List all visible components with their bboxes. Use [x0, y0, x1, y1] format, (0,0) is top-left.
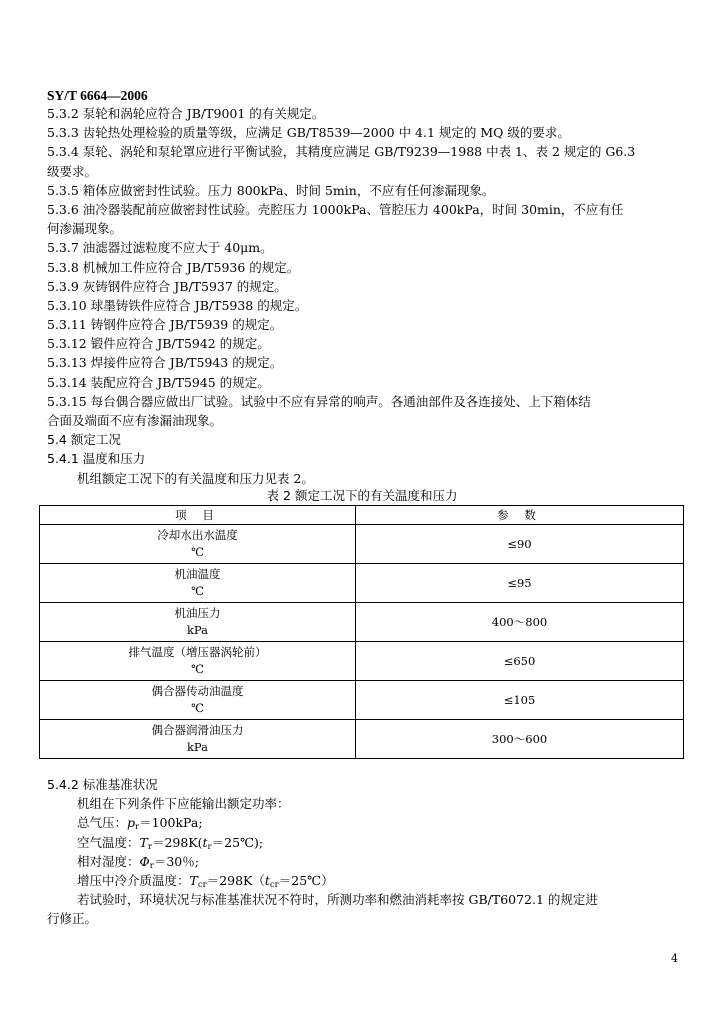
table-caption: 表 2 额定工况下的有关温度和压力 — [266, 488, 458, 503]
section-heading: 5.4 额定工况 — [47, 432, 121, 448]
clause-line: 5.3.14 装配应符合 JB/T5945 的规定。 — [47, 374, 270, 390]
symbol-subscript: cr — [197, 879, 207, 890]
symbol-subscript: r — [147, 841, 152, 852]
symbol: Φ — [139, 853, 150, 869]
item-cell — [40, 642, 356, 681]
symbol: T — [189, 872, 198, 888]
clause-line: 5.3.4 泵轮、涡轮和泵轮罩应进行平衡试验，其精度应满足 GB/T9239—1988 中表 1、表 2 规定的 G6.3 — [47, 144, 636, 160]
condition-label: 总气压： — [77, 815, 128, 831]
clause-line: 何渗漏现象。 — [47, 221, 123, 237]
item-name: 机油温度 — [174, 567, 221, 581]
column-header-item: 项 目 — [40, 506, 356, 525]
clause-line: 5.3.12 锻件应符合 JB/T5942 的规定。 — [47, 336, 270, 352]
clause-line: 5.3.15 每台偶合器应做出厂试验。试验中不应有异常的响声。各通油部件及各连接处、上下箱体结 — [47, 393, 591, 409]
item-name: 排气温度（增压器涡轮前） — [128, 645, 267, 659]
item-unit: ℃ — [191, 584, 204, 598]
condition-air-temp — [47, 833, 683, 852]
page-number: 4 — [671, 952, 678, 965]
item-cell — [40, 603, 356, 642]
item-name: 机油压力 — [174, 606, 221, 620]
value-cell: ≤105 — [356, 681, 684, 720]
section-5-4-2 — [47, 775, 683, 929]
condition-label: 相对湿度： — [77, 853, 140, 869]
clause-line: 级要求。 — [47, 163, 98, 179]
condition-value: ＝25℃); — [211, 834, 264, 850]
table-row — [40, 525, 684, 564]
table-row — [40, 564, 684, 603]
symbol: p — [127, 815, 136, 831]
item-cell — [40, 720, 356, 759]
item-name: 偶合器润滑油压力 — [151, 723, 244, 737]
item-cell — [40, 681, 356, 720]
value-cell: ≤90 — [356, 525, 684, 564]
subsection-heading: 5.4.1 温度和压力 — [47, 451, 146, 467]
condition-label: 增压中冷介质温度： — [77, 872, 190, 888]
value-cell: ≤650 — [356, 642, 684, 681]
symbol-subscript: r — [149, 860, 154, 871]
condition-value: ＝30％; — [153, 853, 199, 869]
table-row — [40, 681, 684, 720]
condition-value: ＝298K（ — [206, 872, 265, 888]
clause-line: 5.3.9 灰铸钢件应符合 JB/T5937 的规定。 — [47, 278, 287, 294]
subsection-heading: 5.4.2 标准基准状况 — [47, 777, 158, 792]
clause-line: 5.3.11 铸钢件应符合 JB/T5939 的规定。 — [47, 317, 283, 333]
clause-line: 5.3.6 油冷器装配前应做密封性试验。壳腔压力 1000kPa、管腔压力 400kPa，时间 30min，不应有任 — [47, 201, 624, 217]
clause-line: 5.3.5 箱体应做密封性试验。压力 800kPa、时间 5min，不应有任何渗漏现象。 — [47, 182, 495, 198]
paragraph: 机组在下列条件下应能输出额定功率： — [77, 796, 290, 812]
column-header-param: 参 数 — [356, 506, 684, 525]
condition-coolant-temp — [47, 871, 683, 890]
item-unit: ℃ — [191, 545, 204, 559]
condition-value: ＝25℃） — [278, 872, 334, 888]
table-row — [40, 603, 684, 642]
item-cell — [40, 525, 356, 564]
item-unit: ℃ — [191, 662, 204, 676]
paragraph: 行修正。 — [47, 911, 98, 927]
item-cell — [40, 564, 356, 603]
clause-line: 5.3.13 焊接件应符合 JB/T5943 的规定。 — [47, 355, 283, 371]
clause-line: 5.3.8 机械加工件应符合 JB/T5936 的规定。 — [47, 259, 300, 275]
condition-label: 空气温度： — [77, 834, 140, 850]
symbol: t — [264, 872, 270, 888]
clause-line: 合面及端面不应有渗漏油现象。 — [47, 413, 223, 428]
value-cell: ≤95 — [356, 564, 684, 603]
item-name: 冷却水出水温度 — [157, 528, 238, 542]
paragraph: 机组额定工况下的有关温度和压力见表 2。 — [77, 470, 314, 486]
condition-value: ＝298K( — [151, 834, 203, 850]
symbol: t — [202, 834, 208, 850]
clause-line: 5.3.7 油滤器过滤粒度不应大于 40μm。 — [47, 240, 273, 256]
condition-pressure — [47, 813, 683, 832]
clause-line: 5.3.10 球墨铸铁件应符合 JB/T5938 的规定。 — [47, 297, 308, 313]
clause-line: 5.3.2 泵轮和涡轮应符合 JB/T9001 的有关规定。 — [47, 106, 325, 121]
item-name: 偶合器传动油温度 — [151, 684, 244, 698]
clause-list — [47, 104, 683, 488]
parameter-table — [39, 505, 684, 759]
value-cell: 300～600 — [356, 720, 684, 759]
table-header-row — [40, 506, 684, 525]
value-cell: 400～800 — [356, 603, 684, 642]
item-unit: kPa — [186, 740, 209, 754]
paragraph: 若试验时，环境状况与标准基准状况不符时，所测功率和燃油消耗率按 GB/T6072.1 的规定进 — [77, 892, 598, 908]
symbol-subscript: r — [135, 822, 140, 833]
symbol-subscript: cr — [269, 879, 279, 890]
symbol: T — [139, 834, 148, 850]
standard-code: SY/T 6664—2006 — [47, 88, 148, 103]
item-unit: ℃ — [191, 701, 204, 715]
condition-value: ＝100kPa; — [139, 815, 203, 831]
table-row — [40, 720, 684, 759]
clause-line: 5.3.3 齿轮热处理检验的质量等级，应满足 GB/T8539—2000 中 4.1 规定的 MQ 级的要求。 — [47, 125, 570, 141]
item-unit: kPa — [186, 623, 209, 637]
condition-humidity — [47, 852, 683, 871]
symbol-subscript: r — [207, 841, 212, 852]
table-row — [40, 642, 684, 681]
